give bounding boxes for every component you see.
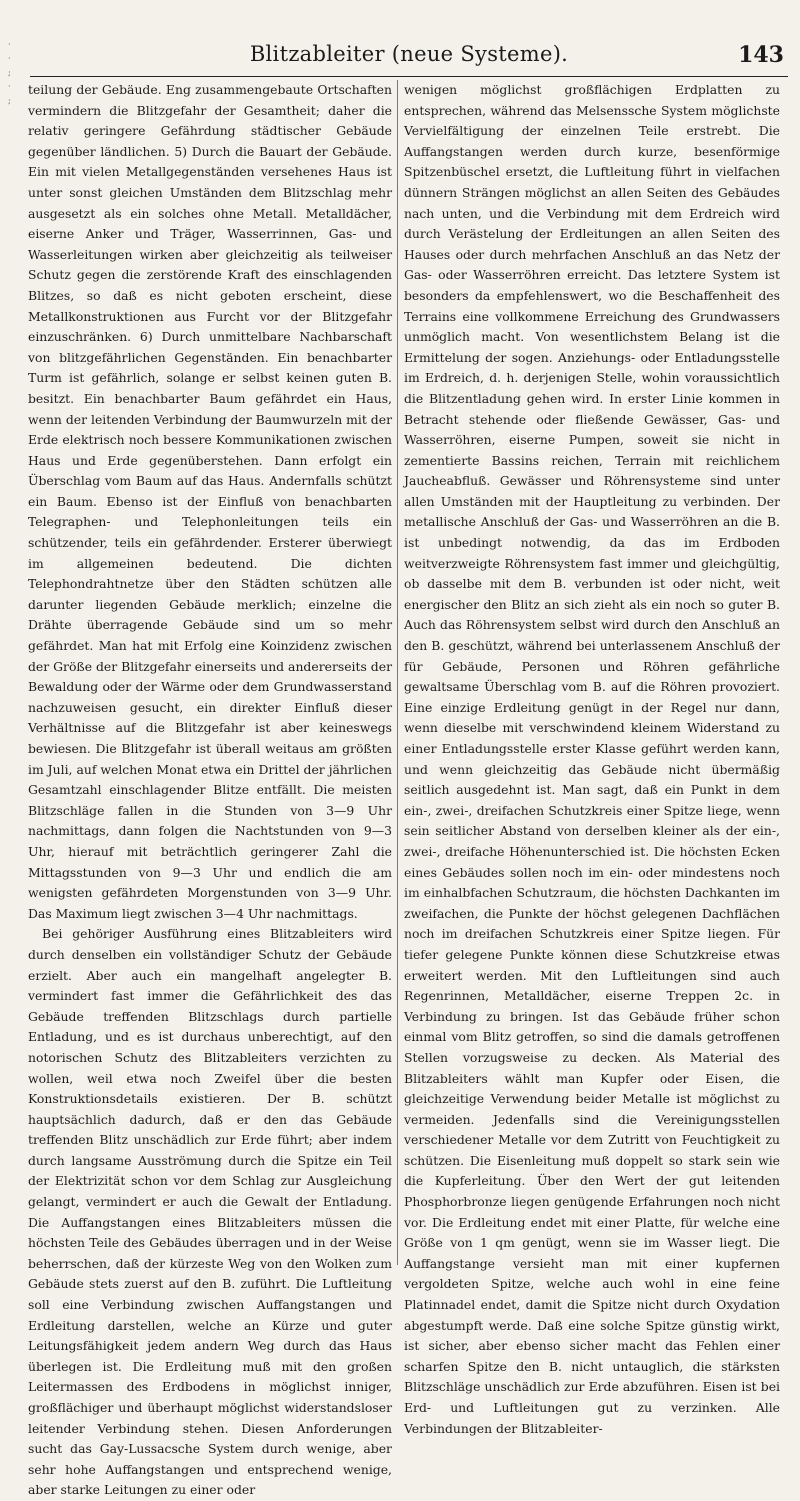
paragraph: wenigen möglichst großflächigen Erdplatten zu entsprechen, während das Melsenssche System möglichste Vervielfältigung der einzelnen Teile erstrebt. Die Auffangstangen werden durch kurze, besenförmige Spitzenbüschel ersetzt, die Luftleitung führt in vielfachen dünnern Strängen möglichst an allen Seiten des Gebäudes nach unten, und die Verbindung mit dem Erdreich wird durch Verästelung der Erdleitungen an allen Seiten des Hauses oder durch mehrfachen Anschluß an das Netz der Gas- oder Wasserröhren erreicht. Das letztere System ist besonders da empfehlenswert, wo die Beschaffenheit des Terrains eine vollkommene Erreichung des Grundwassers unmöglich macht. Von wesentlichstem Belang ist die Ermittelung der sogen. Anziehungs- oder Entladungsstelle im Erdreich, d. h. derjenigen Stelle, wohin voraussichtlich die Blitzentladung gehen wird. In erster Linie kommen in Betracht stehende oder fließende Gewässer, Gas- und Wasserröhren, eiserne Pumpen, soweit sie nicht in zementierte Bassins reichen, Terrain mit reichlichem Jaucheabfluß. Gewässer und Röhrensysteme sind unter allen Umständen mit der Hauptleitung zu verbinden. Der metallische Anschluß der Gas- und Wasserröhren an die B. ist unbedingt notwendig, da das im Erdboden weitverzweigte Röhrensystem fast immer und gleichgültig, ob dasselbe mit dem B. verbunden ist oder nicht, weit energischer den Blitz an sich zieht als ein noch so guter B. Auch das Röhrensystem selbst wird durch den Anschluß an den B. geschützt, während bei unterlassenem Anschluß der für Gebäude, Personen und Röhren gefährliche gewaltsame Überschlag vom B. auf die Röhren provoziert. Eine einzige Erdleitung genügt in der Regel nur dann, wenn dieselbe mit verschwindend kleinem Widerstand zu einer Entladungsstelle erster Klasse geführt werden kann, und wenn gleichzeitig das Gebäude nicht übermäßig seitlich ausgedehnt ist. Man sagt, daß ein Punkt in dem ein-, zwei-, dreifachen Schutzkreis einer Spitze liege, wenn sein seitlicher Abstand von derselben kleiner als der ein-, zwei-, dreifache Höhenunterschied ist. Die höchsten Ecken eines Gebäudes sollen noch im ein- oder mindestens noch im einhalbfachen Schutzraum, die höchsten Dachkanten im zweifachen, die Punkte der höchst gelegenen Dachflächen noch im dreifachen Schutzkreis einer Spitze liegen. Für tiefer gelegene Punkte können diese Schutzkreise etwas erweitert werden. Mit den Luftleitungen sind auch Regenrinnen, Metalldächer, eiserne Treppen 2c. in Verbindung zu bringen. Ist das Gebäude früher schon einmal vom Blitz getroffen, so sind die damals getroffenen Stellen vorzugsweise zu decken. Als Material des Blitzableiters wählt man Kupfer oder Eisen, die gleichzeitige Verwendung beider Metalle ist möglichst zu vermeiden. Jedenfalls sind die Vereinigungsstellen verschiedener Metalle vor dem Zutritt von Feuchtigkeit zu schützen. Die Eisenleitung muß doppelt so stark sein wie die Kupferleitung. Über den Wert der gut leitenden Phosphorbronze liegen genügende Erfahrungen noch nicht vor. Die Erdleitung endet mit einer Platte, für welche eine Größe von 1 qm genügt, wenn sie im Wasser liegt. Die Auffangstange versieht man mit einer kupfernen vergoldeten Spitze, welche auch wohl in eine feine Platinnadel endet, damit die Spitze nicht durch Oxydation abgestumpft werde. Daß eine solche Spitze günstig wirkt, ist sicher, aber ebenso sicher macht das Fehlen einer scharfen Spitze den B. nicht untauglich, die stärksten Blitzschläge unschädlich zur Erde abzuführen. Eisen ist bei Erd- und Luftleitungen gut zu verzinken. Alle Verbindungen der Blitzableiter- [404, 82, 780, 1436]
right-column [404, 80, 780, 1436]
margin-marks: · · ; · ; [8, 40, 11, 105]
page-header [30, 42, 788, 77]
paragraph: Bei gehöriger Ausführung eines Blitzableiters wird durch denselben ein vollständiger Schutz der Gebäude erzielt. Aber auch ein mangelhaft angelegter B. vermindert fast immer die Gefährlichkeit des das Gebäude treffenden Blitzschlags durch partielle Entladung, und es ist durchaus unberechtigt, auf den notorischen Schutz des Blitzableiters verzichten zu wollen, weil etwa noch Zweifel über die besten Konstruktionsdetails existieren. Der B. schützt hauptsächlich dadurch, daß er den das Gebäude treffenden Blitz unschädlich zur Erde führt; aber indem durch langsame Ausströmung durch die Spitze ein Teil der Elektrizität schon vor dem Schlag zur Ausgleichung gelangt, vermindert er auch die Gewalt der Entladung. Die Auffangstangen eines Blitzableiters müssen die höchsten Teile des Gebäudes überragen und in der Weise beherrschen, daß der kürzeste Weg von den Wolken zum Gebäude stets zuerst auf den B. zuführt. Die Luftleitung soll eine Verbindung zwischen Auffangstangen und Erdleitung darstellen, welche an Kürze und guter Leitungsfähigkeit jedem andern Weg durch das Haus überlegen ist. Die Erdleitung muß mit den großen Leitermassen des Erdbodens in möglichst inniger, großflächiger und überhaupt möglichst widerstandsloser leitender Verbindung stehen. Diesen Anforderungen sucht das Gay-Lussacsche System durch wenige, aber sehr hohe Auffangstangen und entsprechend wenige, aber starke Leitungen zu einer oder [28, 926, 392, 1498]
running-title: Blitzableiter (neue Systeme). [249, 42, 569, 66]
paragraph: teilung der Gebäude. Eng zusammengebaute Ortschaften vermindern die Blitzgefahr der Gesamtheit; daher die relativ geringere Gefährdung städtischer Gebäude gegenüber ländlichen. 5) Durch die Bauart der Gebäude. Ein mit vielen Metallgegenständen versehenes Haus ist unter sonst gleichen Umständen dem Blitzschlag mehr ausgesetzt als ein solches ohne Metall. Metalldächer, eiserne Anker und Träger, Wasserrinnen, Gas- und Wasserleitungen wirken aber gleichzeitig als teilweiser Schutz gegen die zerstörende Kraft des einschlagenden Blitzes, so daß es nicht geboten erscheint, diese Metallkonstruktionen aus Furcht vor der Blitzgefahr einzuschränken. 6) Durch unmittelbare Nachbarschaft von blitzgefährlichen Gegenständen. Ein benachbarter Turm ist gefährlich, solange er selbst keinen guten B. besitzt. Ein benachbarter Baum gefährdet ein Haus, wenn der leitenden Verbindung der Baumwurzeln mit der Erde elektrisch noch bessere Kommunikationen zwischen Haus und Erde gegenüberstehen. Dann erfolgt ein Überschlag vom Baum auf das Haus. Andernfalls schützt ein Baum. Ebenso ist der Einfluß von benachbarten Telegraphen- und Telephonleitungen teils ein schützender, teils ein gefährdender. Ersterer überwiegt im allgemeinen bedeutend. Die dichten Telephondrahtnetze über den Städten schützen alle darunter liegenden Gebäude merklich; einzelne die Drähte überragende Gebäude sind um so mehr gefährdet. Man hat mit Erfolg eine Koinzidenz zwischen der Größe der Blitzgefahr einerseits und andererseits der Bewaldung oder der Wärme oder dem Grundwasserstand nachzuweisen gesucht, ein direkter Einfluß dieser Verhältnisse auf die Blitzgefahr ist aber keineswegs bewiesen. Die Blitzgefahr ist überall weitaus am größten im Juli, auf welchen Monat etwa ein Drittel der jährlichen Gesamtzahl einschlagender Blitze entfällt. Die meisten Blitzschläge fallen in die Stunden von 3—9 Uhr nachmittags, dann folgen die Nachtstunden von 9—3 Uhr, hierauf mit beträchtlich geringerer Zahl die Mittagsstunden von 9—3 Uhr und endlich die am wenigsten gefährdeten Morgenstunden von 3—9 Uhr. Das Maximum liegt zwischen 3—4 Uhr nachmittags. [28, 82, 392, 921]
left-column [28, 80, 392, 1498]
page-number: 143 [738, 42, 784, 68]
column-divider [397, 80, 398, 1265]
